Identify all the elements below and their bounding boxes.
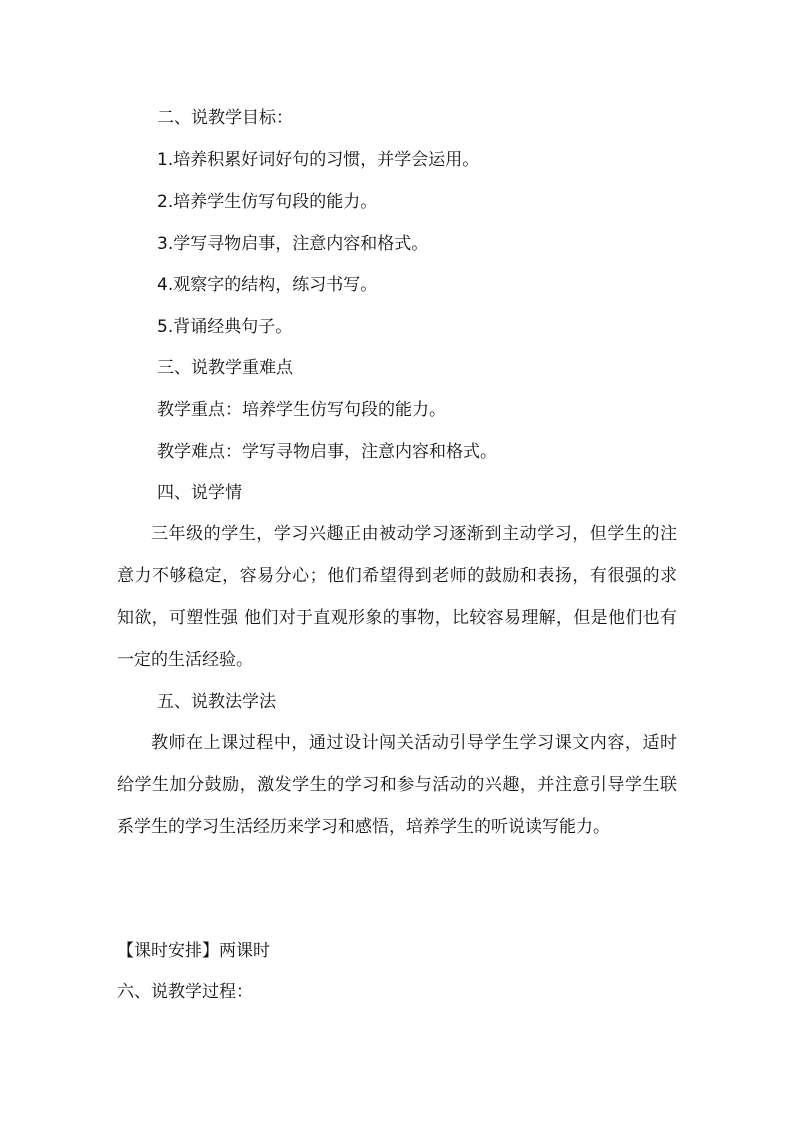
goals-heading: 二、说教学目标： bbox=[157, 108, 293, 128]
goal-item: 5.背诵经典句子。 bbox=[157, 317, 293, 337]
goal-item: 1.培养积累好词好句的习惯，并学会运用。 bbox=[157, 150, 480, 170]
goal-item: 4.观察字的结构，练习书写。 bbox=[157, 275, 378, 295]
goal-item: 2.培养学生仿写句段的能力。 bbox=[157, 192, 378, 212]
schedule-line: 【课时安排】两课时 bbox=[117, 941, 270, 961]
goal-item: 3.学写寻物启事，注意内容和格式。 bbox=[157, 234, 429, 254]
key-point: 教学重点：培养学生仿写句段的能力。 bbox=[157, 400, 446, 420]
methods-paragraph: 教师在上课过程中，通过设计闯关活动引导学生学习课文内容，适时给学生加分鼓励，激发学生的学习和参与活动的兴趣，并注意引导学生联系学生的学习生活经历来学习和感悟，培养学生的听说读写能力。 bbox=[117, 733, 677, 837]
students-paragraph: 三年级的学生，学习兴趣正由被动学习逐渐到主动学习，但学生的注意力不够稳定，容易分心；他们希望得到老师的鼓励和表扬，有很强的求知欲，可塑性强 他们对于直观形象的事物，比较容易理解，但是他们也有一定的生活经验。 bbox=[117, 524, 677, 670]
difficult-point: 教学难点：学写寻物启事，注意内容和格式。 bbox=[157, 442, 497, 462]
students-heading: 四、说学情 bbox=[157, 483, 242, 503]
methods-heading: 五、说教法学法 bbox=[157, 692, 276, 712]
process-heading: 六、说教学过程： bbox=[117, 982, 253, 1002]
keypoints-heading: 三、说教学重难点 bbox=[157, 358, 293, 378]
